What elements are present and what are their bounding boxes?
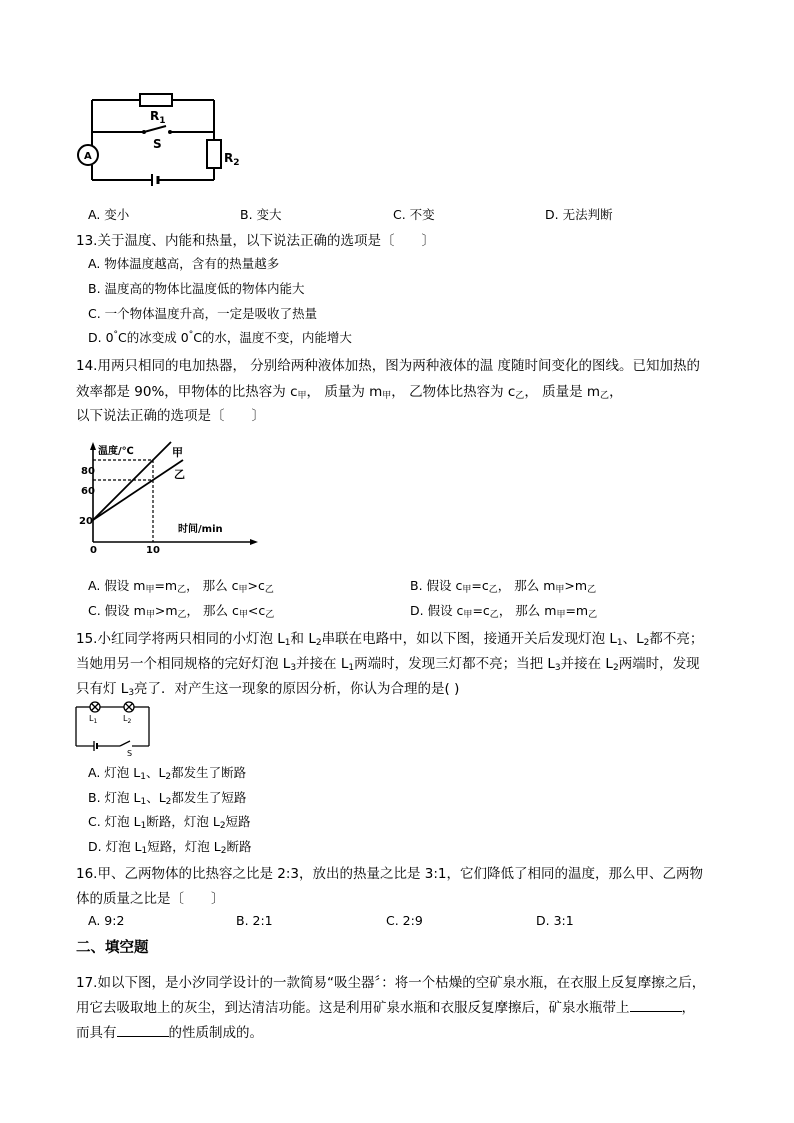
q14-stem-line2: 效率都是 90%，甲物体的比热容为 $c_甲$， 质量为 $m_甲$， 乙物体比热容为 $c_乙$， 质量是 $m_乙$， xyxy=(76,384,623,401)
q15-option-c[interactable]: C. 灯泡 $L_1$断路，灯泡 $L_2$短路 xyxy=(88,814,251,831)
q13-option-a[interactable]: A. 物体温度越高，含有的热量越多 xyxy=(88,256,280,271)
q14-stem-line1: 14.用两只相同的电加热器， 分别给两种液体加热，图为两种液体的温 度随时间变化的图线。已知加热的 xyxy=(76,358,701,374)
q15-option-a[interactable]: A. 灯泡 $L_1$、$L_2$都发生了断路 xyxy=(88,765,247,782)
q13-option-c[interactable]: C. 一个物体温度升高，一定是吸收了热量 xyxy=(88,306,318,321)
y-tick-20: 20 xyxy=(79,516,93,527)
x-tick-0: 0 xyxy=(90,545,97,555)
q17-stem-line1: 17.如以下图，是小汐同学设计的一款简易“吸尘器〞：将一个枯燥的空矿泉水瓶，在衣服上反复摩擦之后， xyxy=(76,975,706,991)
q15-circuit-figure xyxy=(74,699,154,757)
q12-option-d[interactable]: D. 无法判断 xyxy=(545,207,613,222)
q16-stem-line2: 体的质量之比是〔 〕 xyxy=(76,891,225,907)
q14-option-c[interactable]: C. 假设 $m_甲>m_乙$， 那么 $c_甲<c_乙$ xyxy=(88,603,275,620)
fig12-r1: $R_1$ xyxy=(150,109,166,126)
series-label-jia: 甲 xyxy=(172,446,183,459)
q15-option-d[interactable]: D. 灯泡 $L_1$短路，灯泡 $L_2$断路 xyxy=(88,839,252,856)
fig15-l1: $L_1$ xyxy=(89,714,98,725)
q17-stem-line2: 用它去吸取地上的灰尘，到达清洁功能。这是利用矿泉水瓶和衣服反复摩擦后，矿泉水瓶带上 ， xyxy=(76,996,695,1016)
q16-option-d[interactable]: D. 3:1 xyxy=(536,913,574,928)
q13-stem: 13.关于温度、内能和热量，以下说法正确的选项是〔 〕 xyxy=(76,233,435,249)
q16-option-a[interactable]: A. 9:2 xyxy=(88,913,125,928)
fig12-switch: S xyxy=(153,137,162,151)
q13-option-d[interactable]: D. 0°C的冰变成 0°C的水，温度不变，内能增大 xyxy=(88,329,352,345)
fig12-ammeter: A xyxy=(84,151,92,162)
fig15-l2: $L_2$ xyxy=(123,714,132,725)
x-axis-label: 时间/min xyxy=(178,524,223,535)
y-axis-label: 温度/℃ xyxy=(98,446,134,457)
q16-option-b[interactable]: B. 2:1 xyxy=(236,913,273,928)
q16-option-c[interactable]: C. 2:9 xyxy=(386,913,423,928)
x-tick-10: 10 xyxy=(146,545,160,555)
q17-blank-1[interactable] xyxy=(630,997,682,1012)
q12-option-a[interactable]: A. 变小 xyxy=(88,207,130,222)
q16-stem-line1: 16.甲、乙两物体的比热容之比是 2:3，放出的热量之比是 3:1，它们降低了相同的温度，那么甲、乙两物 xyxy=(76,866,704,882)
q12-circuit-figure xyxy=(74,90,254,190)
q14-option-d[interactable]: D. 假设 $c_甲=c_乙$， 那么 $m_甲=m_乙$ xyxy=(410,603,598,620)
q14-option-b[interactable]: B. 假设 $c_甲=c_乙$， 那么 $m_甲>m_乙$ xyxy=(410,578,597,595)
series-label-yi: 乙 xyxy=(174,468,185,481)
q14-option-a[interactable]: A. 假设 $m_甲=m_乙$， 那么 $c_甲>c_乙$ xyxy=(88,578,274,595)
y-tick-60: 60 xyxy=(81,486,95,497)
q15-stem-line1: 15.小红同学将两只相同的小灯泡 $L_1$和 $L_2$串联在电路中，如以下图，接通开关后发现灯泡 $L_1$、$L_2$都不亮； xyxy=(76,631,704,648)
q12-option-c[interactable]: C. 不变 xyxy=(393,207,435,222)
q13-option-b[interactable]: B. 温度高的物体比温度低的物体内能大 xyxy=(88,281,305,296)
fig15-switch: S xyxy=(127,749,133,757)
temperature-time-chart xyxy=(78,440,263,555)
series-line-yi xyxy=(93,460,183,520)
q14-stem-line3: 以下说法正确的选项是〔 〕 xyxy=(76,408,265,424)
q15-stem-line2: 当她用另一个相同规格的完好灯泡 $L_3$并接在 $L_1$两端时，发现三灯都不亮；当把 $L_3$并接在 $L_2$两端时，发现 xyxy=(76,656,700,673)
y-tick-80: 80 xyxy=(81,466,95,477)
q12-option-b[interactable]: B. 变大 xyxy=(240,207,282,222)
section-title: 二、填空题 xyxy=(76,940,149,956)
q15-stem-line3: 只有灯 $L_3$亮了．对产生这一现象的原因分析，你认为合理的是( ) xyxy=(76,681,460,698)
q17-blank-2[interactable] xyxy=(117,1022,169,1037)
q15-option-b[interactable]: B. 灯泡 $L_1$、$L_2$都发生了短路 xyxy=(88,790,247,807)
fig12-r2: $R_2$ xyxy=(224,151,240,168)
q17-stem-line3: 而具有 的性质制成的。 xyxy=(76,1021,263,1041)
